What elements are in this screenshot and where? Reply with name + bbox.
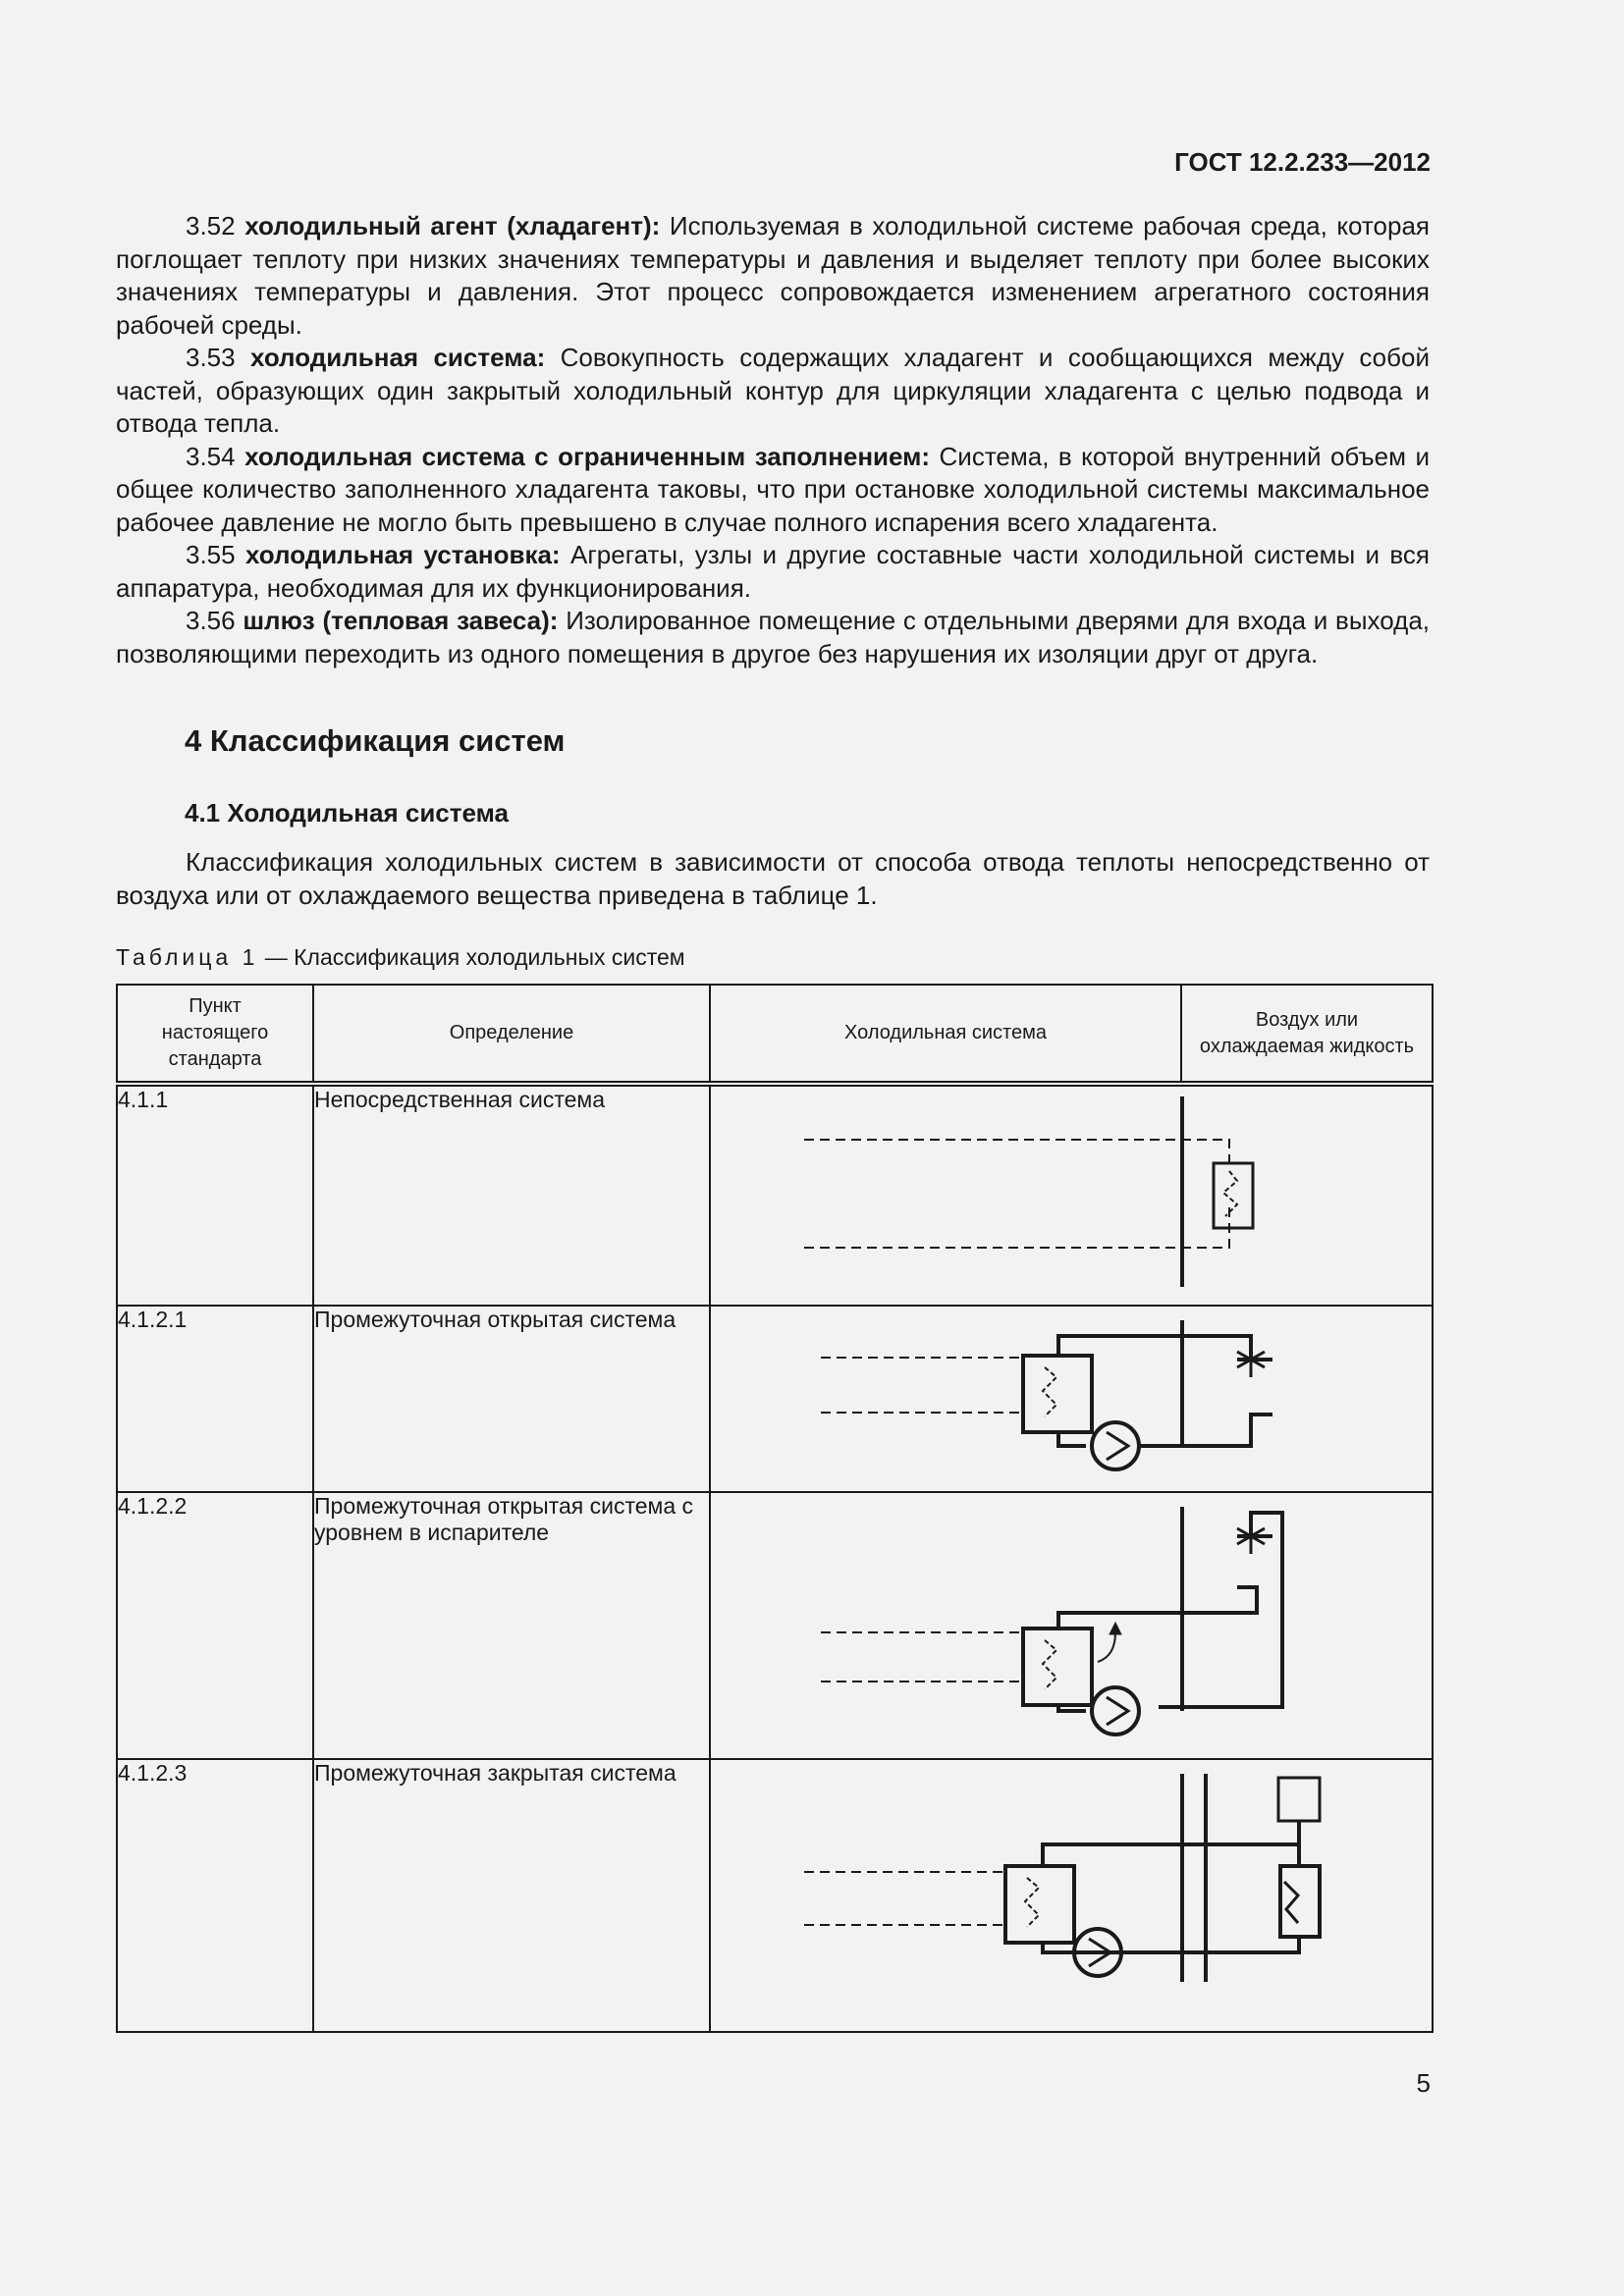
term: шлюз (тепловая завеса): <box>243 606 559 635</box>
definition-cell: Непосредственная система <box>313 1084 710 1306</box>
clause-cell: 4.1.2.2 <box>117 1492 313 1759</box>
definition-cell: Промежуточная закрытая система <box>313 1759 710 2032</box>
definition-cell: Промежуточная открытая система с уровнем в испарителе <box>313 1492 710 1759</box>
table-row <box>117 1759 1433 2032</box>
section-title: 4 Классификация систем <box>185 723 566 758</box>
definition-3-54: 3.54 холодильная система с ограниченным заполнением: Система, в которой внутренний объем и общее количество заполненного хладагента таковы, что при остановке холодильной системы максимальное рабочее давление не могло быть превышено в случае полного испарения всего хладагента. <box>116 441 1430 537</box>
definition-3-55: 3.55 холодильная установка: Агрегаты, узлы и другие составные части холодильной системы и вся аппаратура, необходимая для их функционирования. <box>116 540 1430 603</box>
header-clause: Пункт настоящего стандарта <box>117 985 313 1084</box>
diagram-direct-system <box>710 1084 1433 1306</box>
header-system: Холодильная система <box>710 985 1181 1084</box>
page-number: 5 <box>1416 2068 1431 2098</box>
definition-3-52: 3.52 холодильный агент (хладагент): Используемая в холодильной системе рабочая среда, которая поглощает теплоту при низких значениях температуры и давления и выделяет теплоту при более высоких значениях температуры и давления. Этот процесс сопровождается изменением агрегатного состояния рабочей среды. <box>116 211 1431 340</box>
term: холодильная система: <box>250 343 546 372</box>
subsection-title: 4.1 Холодильная система <box>185 798 509 828</box>
diagram-intermediate-open-system <box>710 1306 1433 1492</box>
table-row <box>117 1306 1433 1492</box>
diagram-intermediate-open-level-system <box>710 1492 1433 1759</box>
definition-3-53: 3.53 холодильная система: Совокупность содержащих хладагент и сообщающихся между собой частей, образующих один закрытый холодильный контур для циркуляции хладагента с целью подвода и отвода тепла. <box>116 343 1430 438</box>
clause-cell: 4.1.1 <box>117 1084 313 1306</box>
header-medium: Воздух или охлаждаемая жидкость <box>1181 985 1433 1084</box>
table-row <box>117 1492 1433 1759</box>
document-body <box>116 210 1431 910</box>
diagram-intermediate-closed-system <box>710 1759 1433 2032</box>
definition-cell: Промежуточная открытая система <box>313 1306 710 1492</box>
table-caption: Таблица 1 — Классификация холодильных систем <box>116 944 685 970</box>
definition-3-56: 3.56 шлюз (тепловая завеса): Изолированное помещение с отдельными дверями для входа и выхода, позволяющими переходить из одного помещения в другое без нарушения их изоляции друг от друга. <box>116 606 1431 668</box>
clause-cell: 4.1.2.3 <box>117 1759 313 2032</box>
clause-cell: 4.1.2.1 <box>117 1306 313 1492</box>
classification-table <box>116 984 1434 2033</box>
document-header: ГОСТ 12.2.233—2012 <box>1174 147 1431 177</box>
header-definition: Определение <box>313 985 710 1084</box>
intro-paragraph: Классификация холодильных систем в зависимости от способа отвода теплоты непосредственно от воздуха или от охлаждаемого вещества приведена в таблице 1. <box>116 847 1430 910</box>
term: холодильная система с ограниченным заполнением: <box>244 441 931 471</box>
table-row <box>117 1084 1433 1306</box>
term: холодильный агент (хладагент): <box>244 211 661 240</box>
table-header-row <box>117 985 1433 1084</box>
term: холодильная установка: <box>244 540 561 569</box>
